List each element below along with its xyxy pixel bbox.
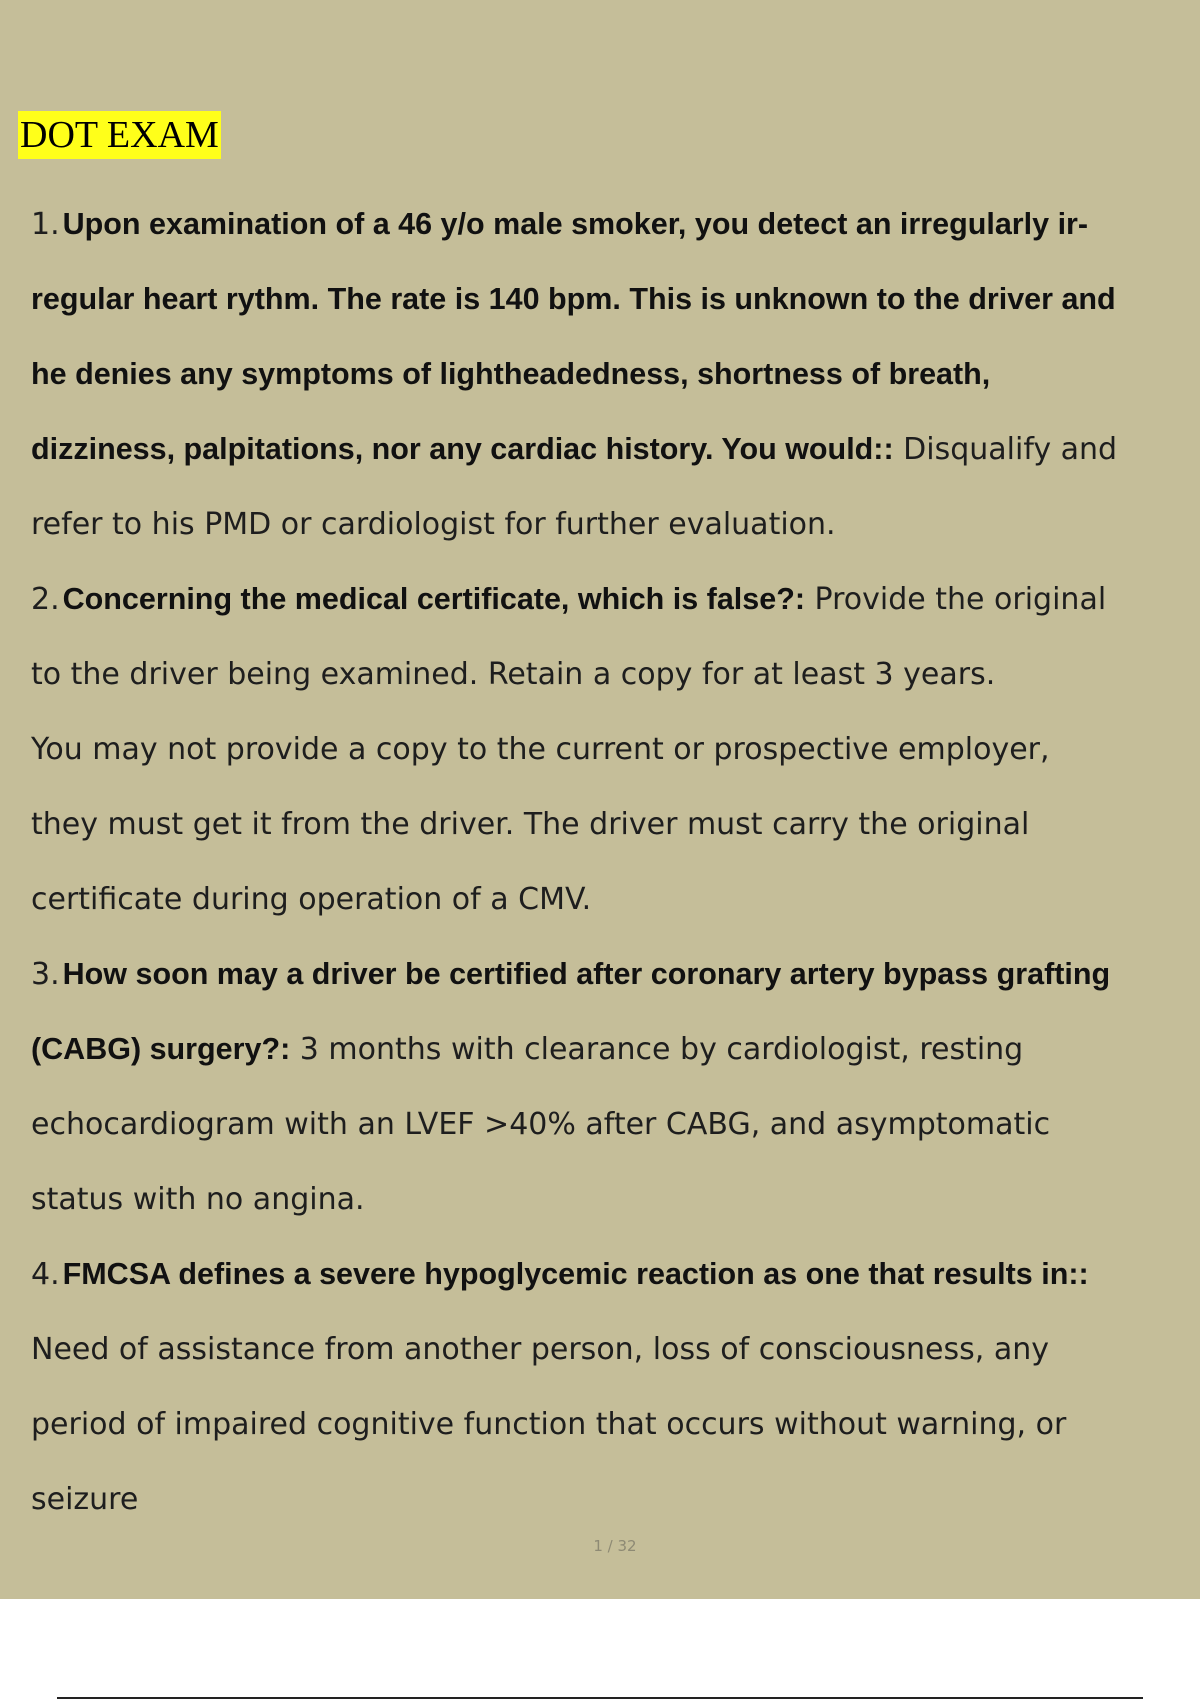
text-line (31, 862, 1182, 937)
question-number: 2. (31, 582, 60, 617)
text-line (31, 712, 1182, 787)
answer-text: refer to his PMD or cardiologist for further evaluation. (31, 507, 836, 542)
text-line (31, 1462, 1182, 1537)
document-title: DOT EXAM (18, 111, 221, 159)
question-number: 1. (31, 207, 60, 242)
question-text: (CABG) surgery?: (31, 1032, 291, 1066)
text-line (31, 487, 1182, 562)
text-line (31, 562, 1182, 637)
question-text: How soon may a driver be certified after coronary artery bypass grafting (62, 957, 1111, 991)
text-line (31, 1312, 1182, 1387)
page-divider (57, 1697, 1143, 1699)
answer-text: status with no angina. (31, 1182, 365, 1217)
question-text: regular heart rythm. The rate is 140 bpm. This is unknown to the driver and (31, 282, 1116, 316)
text-line (31, 787, 1182, 862)
answer-text: Disqualify and (893, 432, 1118, 467)
question-number: 4. (31, 1257, 60, 1292)
text-line (31, 1012, 1182, 1087)
question-item-2 (0, 562, 1200, 937)
answer-text: Provide the original (805, 582, 1107, 617)
text-line (31, 937, 1182, 1012)
text-line (31, 337, 1182, 412)
answer-text: echocardiogram with an LVEF >40% after CABG, and asymptomatic (31, 1107, 1051, 1142)
answer-text: 3 months with clearance by cardiologist, resting (290, 1032, 1024, 1067)
text-line (31, 262, 1182, 337)
text-line (31, 1387, 1182, 1462)
text-line (31, 187, 1182, 262)
text-line (31, 1162, 1182, 1237)
question-list (0, 187, 1200, 1537)
answer-text: they must get it from the driver. The driver must carry the original (31, 807, 1030, 842)
question-text: Concerning the medical certificate, which is false?: (62, 582, 805, 616)
question-text: dizziness, palpitations, nor any cardiac history. You would:: (31, 432, 894, 466)
answer-text: period of impaired cognitive function that occurs without warning, or (31, 1407, 1067, 1442)
question-item-1 (0, 187, 1200, 562)
question-text: FMCSA defines a severe hypoglycemic reaction as one that results in:: (62, 1257, 1089, 1291)
text-line (31, 1237, 1182, 1312)
answer-text: Need of assistance from another person, loss of consciousness, any (31, 1332, 1049, 1367)
question-item-3 (0, 937, 1200, 1237)
text-line (31, 412, 1182, 487)
question-number: 3. (31, 957, 60, 992)
answer-text: certificate during operation of a CMV. (31, 882, 592, 917)
question-text: he denies any symptoms of lightheadedness, shortness of breath, (31, 357, 991, 391)
answer-text: You may not provide a copy to the current or prospective employer, (31, 732, 1050, 767)
answer-text: seizure (31, 1482, 139, 1517)
answer-text: to the driver being examined. Retain a copy for at least 3 years. (31, 657, 996, 692)
page-indicator: 1 / 32 (593, 1537, 637, 1555)
question-item-4 (0, 1237, 1200, 1537)
text-line (31, 637, 1182, 712)
question-text: Upon examination of a 46 y/o male smoker, you detect an irregularly ir- (62, 207, 1089, 241)
text-line (31, 1087, 1182, 1162)
